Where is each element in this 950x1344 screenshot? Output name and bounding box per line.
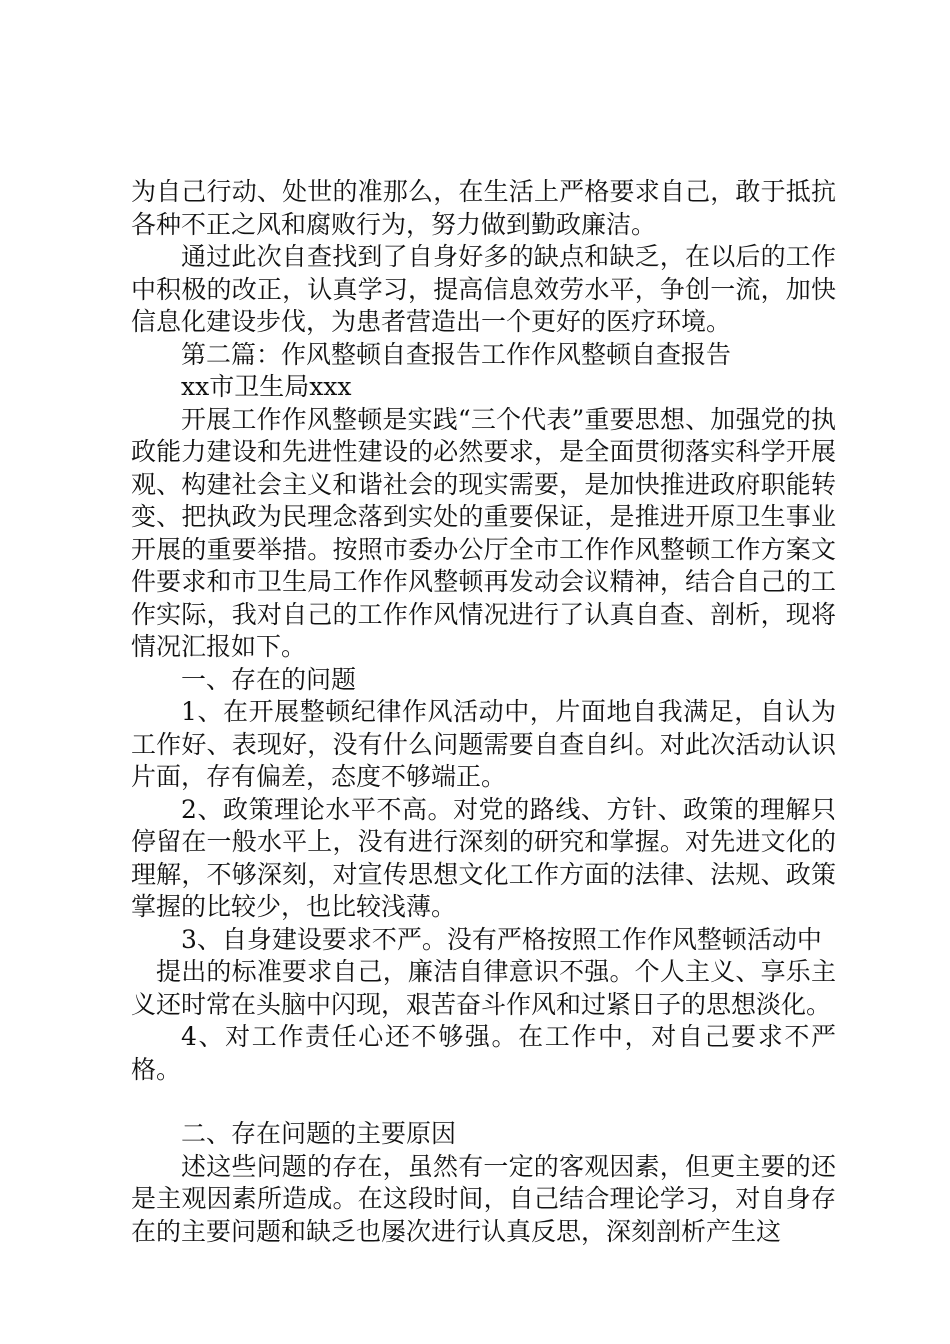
- problem-item-1: 1、在开展整顿纪律作风活动中，片面地自我满足，自认为工作好、表现好，没有什么问题需要自查自纠。对此次活动认识片面，存有偏差，态度不够端正。: [131, 697, 836, 791]
- problem-item-3: 3、自身建设要求不严。没有严格按照工作作风整顿活动中: [181, 924, 822, 954]
- problem-item-3-continued: 提出的标准要求自己，廉洁自律意识不强。个人主义、享乐主义还时常在头脑中闪现，艰苦奋斗作风和过紧日子的思想淡化。: [131, 957, 836, 1019]
- author-line: xx市卫生局xxx: [181, 372, 352, 401]
- paragraph-self-check-summary: 通过此次自查找到了自身好多的缺点和缺乏，在以后的工作中积极的改正，认真学习，提高信息效劳水平，争创一流，加快信息化建设步伐，为患者营造出一个更好的医疗环境。: [131, 242, 836, 336]
- paragraph-continuation: 为自己行动、处世的准那么，在生活上严格要求自己，敢于抵抗各种不正之风和腐败行为，努力做到勤政廉洁。: [131, 177, 836, 239]
- section-title-part-two: 第二篇：作风整顿自查报告工作作风整顿自查报告: [181, 339, 732, 369]
- document-body: [131, 176, 836, 1248]
- problem-item-2: 2、政策理论水平不高。对党的路线、方针、政策的理解只停留在一般水平上，没有进行深刻的研究和掌握。对先进文化的理解，不够深刻，对宣传思想文化工作方面的法律、法规、政策掌握的比较少，也比较浅薄。: [131, 794, 836, 921]
- problem-item-4: 4、对工作责任心还不够强。在工作中，对自己要求不严格。: [131, 1022, 836, 1084]
- paragraph-introduction: 开展工作作风整顿是实践“三个代表”重要思想、加强党的执政能力建设和先进性建设的必然要求，是全面贯彻落实科学开展观、构建社会主义和谐社会的现实需要，是加快推进政府职能转变、把执政为民理念落到实处的重要保证，是推进开原卫生事业开展的重要举措。按照市委办公厅全市工作作风整顿工作方案文件要求和市卫生局工作作风整顿再发动会议精神，结合自己的工作实际，我对自己的工作作风情况进行了认真自查、剖析，现将情况汇报如下。: [131, 404, 836, 661]
- heading-main-causes: 二、存在问题的主要原因: [181, 1119, 457, 1148]
- paragraph-causes: 述这些问题的存在，虽然有一定的客观因素，但更主要的还是主观因素所造成。在这段时间，自己结合理论学习，对自身存在的主要问题和缺乏也屡次进行认真反思，深刻剖析产生这: [131, 1151, 836, 1246]
- paragraph-spacer: [131, 1086, 836, 1118]
- heading-existing-problems: 一、存在的问题: [181, 664, 357, 694]
